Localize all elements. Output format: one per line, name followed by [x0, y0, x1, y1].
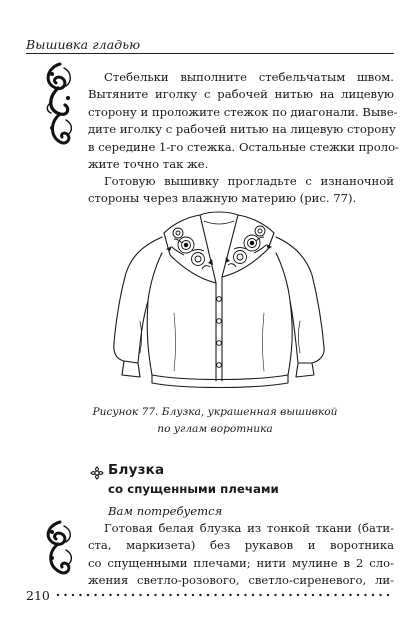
- text-line: стороны через влажную материю (рис. 77).: [88, 191, 357, 206]
- text-line: жите точно так же.: [88, 156, 209, 171]
- caption-line: Рисунок 77. Блузка, украшенная вышивкой: [92, 406, 338, 418]
- flower-bullet-icon: [90, 466, 104, 480]
- materials-heading: Вам потребуется: [108, 504, 223, 518]
- text-line: Готовая белая блузка из тонкой ткани (бати-: [104, 521, 394, 535]
- page-number: 210: [26, 588, 50, 603]
- materials-paragraph: [88, 520, 394, 590]
- text-line: Вытяните иголку с рабочей нитью на лицевую: [88, 87, 394, 102]
- text-line: со спущенными плечами; нити мулине в 2 сло-: [88, 555, 394, 570]
- blouse-illustration: [104, 203, 334, 393]
- flourish-ornament-icon: [38, 58, 78, 150]
- section-title: Блузка: [108, 462, 165, 478]
- footer-dot-rule: [56, 592, 394, 598]
- text-line: сторону и проложите стежок по диагонали. Выве-: [88, 104, 398, 119]
- section-subtitle: со спущенными плечами: [108, 482, 279, 496]
- caption-line: по углам воротника: [157, 423, 273, 435]
- running-head: Вышивка гладью: [26, 37, 141, 52]
- paragraph-1: [88, 69, 399, 173]
- text-line: ста, маркизета) без рукавов и воротника: [88, 538, 394, 553]
- text-line: в середине 1-го стежка. Остальные стежки проло-: [88, 139, 399, 154]
- text-line: жения светло-розового, светло-сиреневого, ли-: [88, 573, 394, 588]
- header-rule: [26, 53, 394, 54]
- flourish-ornament-icon: [38, 516, 78, 582]
- text-line: дите иголку с рабочей нитью на лицевую сторону: [88, 122, 396, 137]
- text-line: Стебельки выполните стебельчатым швом.: [104, 70, 394, 84]
- text-line: Готовую вышивку прогладьте с изнаночной: [104, 174, 394, 188]
- figure-caption: [90, 404, 340, 438]
